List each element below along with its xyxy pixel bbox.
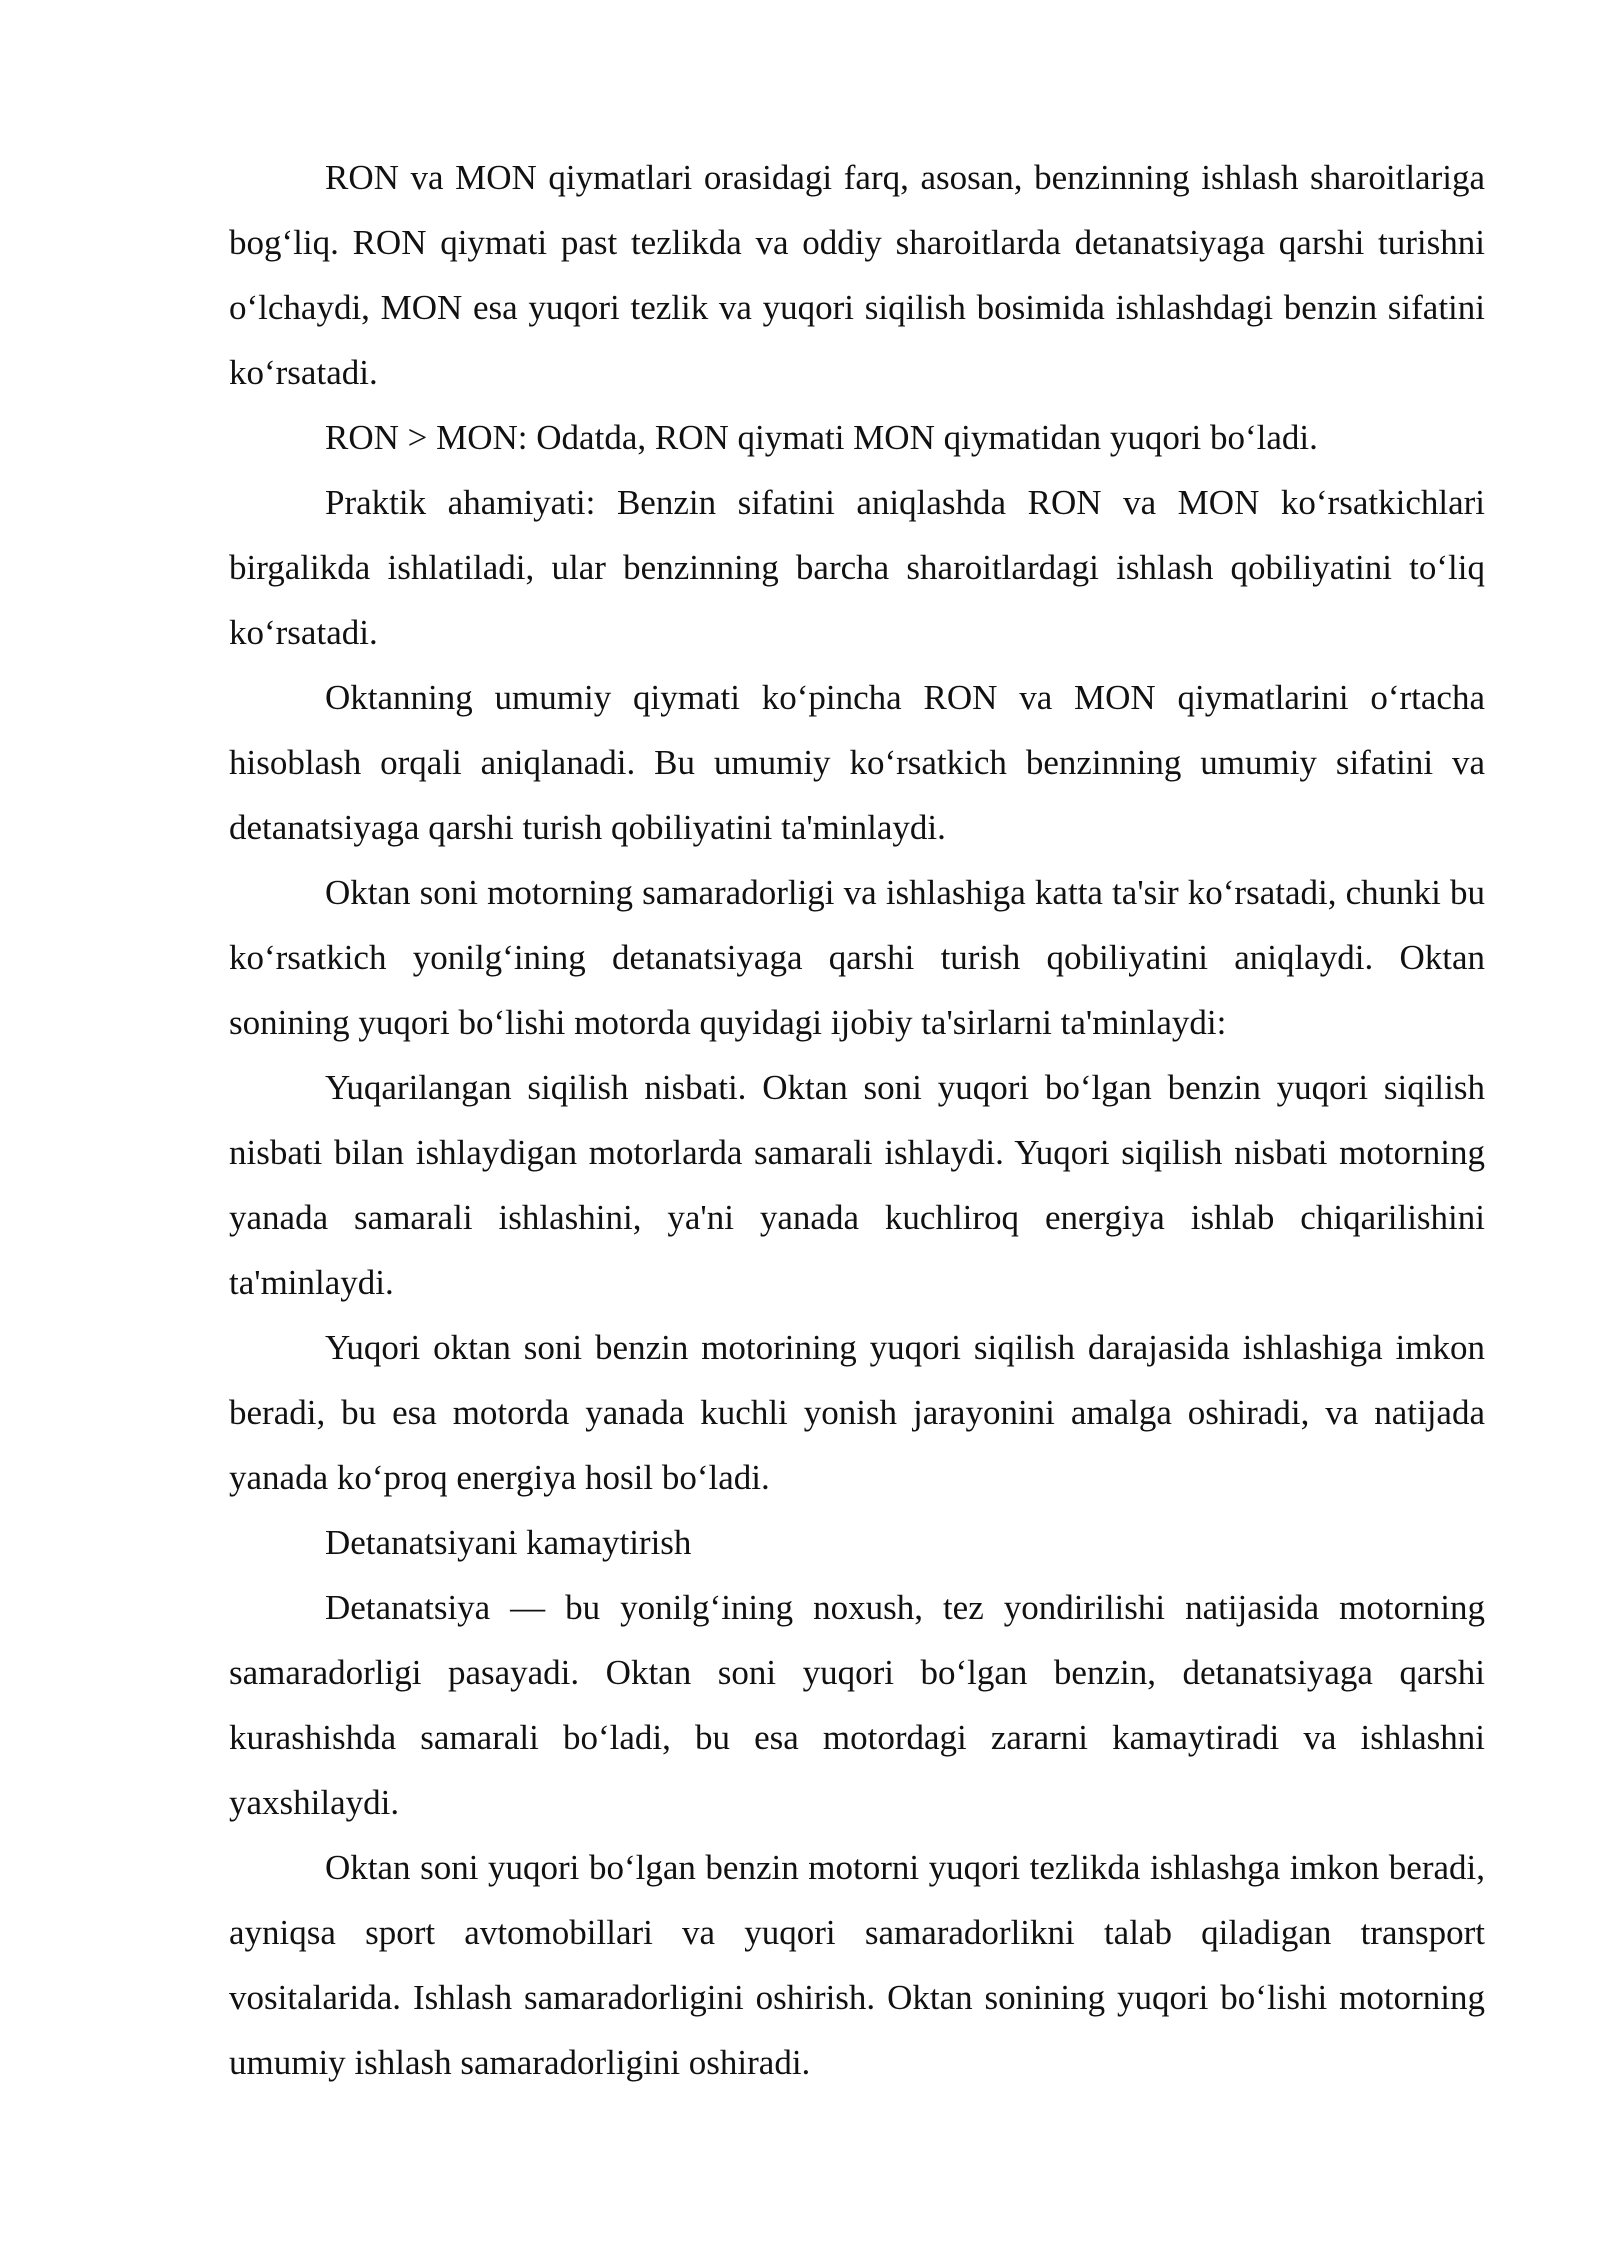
paragraph-detonation-definition: Detanatsiya — bu yonilg‘ining noxush, tez yondirilishi natijasida motorning samaradorligi pasayadi. Oktan soni yuqori bo‘lgan benzin, detanatsiyaga qarshi kurashishda samarali bo‘ladi, bu esa motordagi zararni kamaytiradi va ishlashni yaxshilaydi. [229, 1588, 1485, 1822]
paragraph-octane-average: Oktanning umumiy qiymati ko‘pincha RON va MON qiymatlarini o‘rtacha hisoblash orqali aniqlanadi. Bu umumiy ko‘rsatkich benzinning umumiy sifatini va detanatsiyaga qarshi turish qobiliyatini ta'minlaydi. [229, 678, 1485, 847]
paragraph-compression-ratio: Yuqarilangan siqilish nisbati. Oktan soni yuqori bo‘lgan benzin yuqori siqilish nisbati bilan ishlaydigan motorlarda samarali ishlaydi. Yuqori siqilish nisbati motorning yanada samarali ishlashini, ya'ni yanada kuchliroq energiya ishlab chiqarilishini ta'minlaydi. [229, 1068, 1485, 1302]
paragraph-practical-significance: Praktik ahamiyati: Benzin sifatini aniqlashda RON va MON ko‘rsatkichlari birgalikda ishlatiladi, ular benzinning barcha sharoitlardagi ishlash qobiliyatini to‘liq ko‘rsatadi. [229, 483, 1485, 652]
paragraph-ron-mon-difference: RON va MON qiymatlari orasidagi farq, asosan, benzinning ishlash sharoitlariga bog‘liq. RON qiymati past tezlikda va oddiy sharoitlarda detanatsiyaga qarshi turishni o‘lchaydi, MON esa yuqori tezlik va yuqori siqilish bosimida ishlashdagi benzin sifatini ko‘rsatadi. [229, 158, 1485, 392]
paragraph-high-octane-compression: Yuqori oktan soni benzin motorining yuqori siqilish darajasida ishlashiga imkon beradi, bu esa motorda yanada kuchli yonish jarayonini amalga oshiradi, va natijada yanada ko‘proq energiya hosil bo‘ladi. [229, 1328, 1485, 1497]
section-heading-detonation: Detanatsiyani kamaytirish [325, 1523, 692, 1562]
paragraph-high-speed-efficiency: Oktan soni yuqori bo‘lgan benzin motorni yuqori tezlikda ishlashga imkon beradi, ayniqsa sport avtomobillari va yuqori samaradorlikni talab qiladigan transport vositalarida. Ishlash samaradorligini oshirish. Oktan sonining yuqori bo‘lishi motorning umumiy ishlash samaradorligini oshiradi. [229, 1848, 1485, 2082]
document-body [229, 145, 1485, 2095]
paragraph-ron-greater-mon: RON > MON: Odatda, RON qiymati MON qiymatidan yuqori bo‘ladi. [325, 418, 1318, 457]
paragraph-octane-effect: Oktan soni motorning samaradorligi va ishlashiga katta ta'sir ko‘rsatadi, chunki bu ko‘rsatkich yonilg‘ining detanatsiyaga qarshi turish qobiliyatini aniqlaydi. Oktan sonining yuqori bo‘lishi motorda quyidagi ijobiy ta'sirlarni ta'minlaydi: [229, 873, 1485, 1042]
